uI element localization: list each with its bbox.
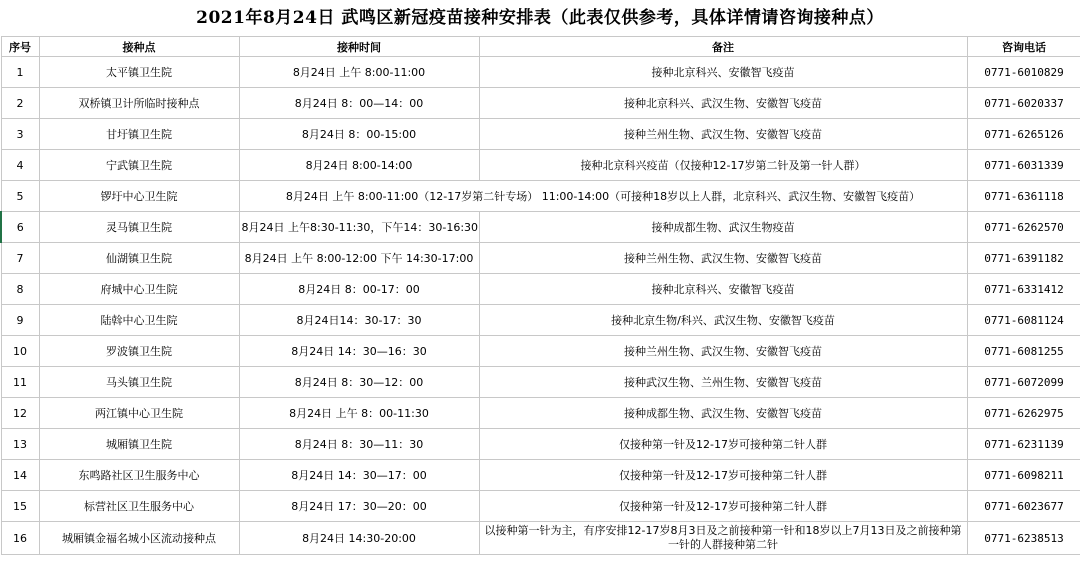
site-cell[interactable]: 东鸣路社区卫生服务中心 [39, 460, 239, 491]
time-cell[interactable]: 8月24日 上午 8：00-11:30 [239, 398, 479, 429]
table-row [1, 274, 1080, 305]
table-row [1, 181, 1080, 212]
table-row [1, 88, 1080, 119]
site-cell[interactable]: 甘圩镇卫生院 [39, 119, 239, 150]
table-row [1, 522, 1080, 555]
phone-cell[interactable]: 0771-6265126 [967, 119, 1080, 150]
phone-cell[interactable]: 0771-6072099 [967, 367, 1080, 398]
site-cell[interactable]: 马头镇卫生院 [39, 367, 239, 398]
table-row [1, 243, 1080, 274]
site-cell[interactable]: 两江镇中心卫生院 [39, 398, 239, 429]
phone-cell[interactable]: 0771-6023677 [967, 491, 1080, 522]
site-cell[interactable]: 宁武镇卫生院 [39, 150, 239, 181]
time-cell[interactable]: 8月24日 上午8:30-11:30，下午14：30-16:30 [239, 212, 479, 243]
note-cell[interactable]: 仅接种第一针及12-17岁可接种第二针人群 [479, 460, 967, 491]
table-row [1, 491, 1080, 522]
time-note-merged-cell[interactable]: 8月24日 上午 8:00-11:00（12-17岁第二针专场） 11:00-14:00（可接种18岁以上人群，北京科兴、武汉生物、安徽智飞疫苗） [239, 181, 967, 212]
phone-cell[interactable]: 0771-6361118 [967, 181, 1080, 212]
note-cell[interactable]: 接种北京生物/科兴、武汉生物、安徽智飞疫苗 [479, 305, 967, 336]
time-cell[interactable]: 8月24日 8：00-15:00 [239, 119, 479, 150]
note-cell[interactable]: 接种成都生物、武汉生物疫苗 [479, 212, 967, 243]
header-phone[interactable]: 咨询电话 [967, 37, 1080, 57]
note-cell[interactable]: 接种北京科兴疫苗（仅接种12-17岁第二针及第一针人群） [479, 150, 967, 181]
time-cell[interactable]: 8月24日 8：30—12：00 [239, 367, 479, 398]
header-site[interactable]: 接种点 [39, 37, 239, 57]
site-cell[interactable]: 城厢镇金福名城小区流动接种点 [39, 522, 239, 555]
time-cell[interactable]: 8月24日 8:00-14:00 [239, 150, 479, 181]
seq-cell[interactable]: 8 [1, 274, 39, 305]
seq-cell[interactable]: 3 [1, 119, 39, 150]
phone-cell[interactable]: 0771-6262975 [967, 398, 1080, 429]
site-cell[interactable]: 太平镇卫生院 [39, 57, 239, 88]
time-cell[interactable]: 8月24日 上午 8:00-11:00 [239, 57, 479, 88]
phone-cell[interactable]: 0771-6031339 [967, 150, 1080, 181]
seq-cell[interactable]: 4 [1, 150, 39, 181]
phone-cell[interactable]: 0771-6010829 [967, 57, 1080, 88]
note-cell[interactable]: 接种北京科兴、安徽智飞疫苗 [479, 57, 967, 88]
table-row [1, 336, 1080, 367]
note-cell[interactable]: 接种北京科兴、武汉生物、安徽智飞疫苗 [479, 88, 967, 119]
note-cell[interactable]: 以接种第一针为主，有序安排12-17岁8月3日及之前接种第一针和18岁以上7月13日及之前接种第一针的人群接种第二针 [479, 522, 967, 555]
table-row [1, 367, 1080, 398]
table-row [1, 150, 1080, 181]
header-row [1, 37, 1080, 57]
seq-cell[interactable]: 16 [1, 522, 39, 555]
note-cell[interactable]: 接种成都生物、武汉生物、安徽智飞疫苗 [479, 398, 967, 429]
time-cell[interactable]: 8月24日 14:30-20:00 [239, 522, 479, 555]
seq-cell[interactable]: 2 [1, 88, 39, 119]
seq-cell[interactable]: 9 [1, 305, 39, 336]
note-cell[interactable]: 接种兰州生物、武汉生物、安徽智飞疫苗 [479, 119, 967, 150]
seq-cell[interactable]: 6 [1, 212, 39, 243]
site-cell[interactable]: 双桥镇卫计所临时接种点 [39, 88, 239, 119]
time-cell[interactable]: 8月24日 上午 8:00-12:00 下午 14:30-17:00 [239, 243, 479, 274]
note-cell[interactable]: 仅接种第一针及12-17岁可接种第二针人群 [479, 429, 967, 460]
site-cell[interactable]: 标营社区卫生服务中心 [39, 491, 239, 522]
seq-cell[interactable]: 7 [1, 243, 39, 274]
time-cell[interactable]: 8月24日 8：30—11：30 [239, 429, 479, 460]
phone-cell[interactable]: 0771-6081255 [967, 336, 1080, 367]
site-cell[interactable]: 府城中心卫生院 [39, 274, 239, 305]
seq-cell[interactable]: 11 [1, 367, 39, 398]
note-cell[interactable]: 接种兰州生物、武汉生物、安徽智飞疫苗 [479, 336, 967, 367]
note-cell[interactable]: 接种武汉生物、兰州生物、安徽智飞疫苗 [479, 367, 967, 398]
phone-cell[interactable]: 0771-6020337 [967, 88, 1080, 119]
site-cell[interactable]: 城厢镇卫生院 [39, 429, 239, 460]
table-row [1, 460, 1080, 491]
table-row [1, 398, 1080, 429]
seq-cell[interactable]: 14 [1, 460, 39, 491]
time-cell[interactable]: 8月24日14：30-17：30 [239, 305, 479, 336]
site-cell[interactable]: 灵马镇卫生院 [39, 212, 239, 243]
seq-cell[interactable]: 10 [1, 336, 39, 367]
seq-cell[interactable]: 15 [1, 491, 39, 522]
site-cell[interactable]: 陆斡中心卫生院 [39, 305, 239, 336]
time-cell[interactable]: 8月24日 14：30—16：30 [239, 336, 479, 367]
site-cell[interactable]: 仙湖镇卫生院 [39, 243, 239, 274]
header-note[interactable]: 备注 [479, 37, 967, 57]
header-seq[interactable]: 序号 [1, 37, 39, 57]
site-cell[interactable]: 锣圩中心卫生院 [39, 181, 239, 212]
header-time[interactable]: 接种时间 [239, 37, 479, 57]
seq-cell[interactable]: 5 [1, 181, 39, 212]
phone-cell[interactable]: 0771-6238513 [967, 522, 1080, 555]
sheet-title: 2021年8月24日 武鸣区新冠疫苗接种安排表（此表仅供参考，具体详情请咨询接种点） [196, 8, 884, 28]
phone-cell[interactable]: 0771-6231139 [967, 429, 1080, 460]
seq-cell[interactable]: 1 [1, 57, 39, 88]
note-cell[interactable]: 接种兰州生物、武汉生物、安徽智飞疫苗 [479, 243, 967, 274]
table-row [1, 119, 1080, 150]
phone-cell[interactable]: 0771-6098211 [967, 460, 1080, 491]
site-cell[interactable]: 罗波镇卫生院 [39, 336, 239, 367]
phone-cell[interactable]: 0771-6262570 [967, 212, 1080, 243]
phone-cell[interactable]: 0771-6391182 [967, 243, 1080, 274]
seq-cell[interactable]: 13 [1, 429, 39, 460]
note-cell[interactable]: 仅接种第一针及12-17岁可接种第二针人群 [479, 491, 967, 522]
table-row [1, 212, 1080, 243]
time-cell[interactable]: 8月24日 14：30—17：00 [239, 460, 479, 491]
time-cell[interactable]: 8月24日 8：00—14：00 [239, 88, 479, 119]
note-cell[interactable]: 接种北京科兴、安徽智飞疫苗 [479, 274, 967, 305]
time-cell[interactable]: 8月24日 8：00-17：00 [239, 274, 479, 305]
phone-cell[interactable]: 0771-6331412 [967, 274, 1080, 305]
phone-cell[interactable]: 0771-6081124 [967, 305, 1080, 336]
table-row [1, 57, 1080, 88]
time-cell[interactable]: 8月24日 17：30—20：00 [239, 491, 479, 522]
table-row [1, 429, 1080, 460]
seq-cell[interactable]: 12 [1, 398, 39, 429]
table-row [1, 305, 1080, 336]
schedule-table [0, 36, 1080, 555]
